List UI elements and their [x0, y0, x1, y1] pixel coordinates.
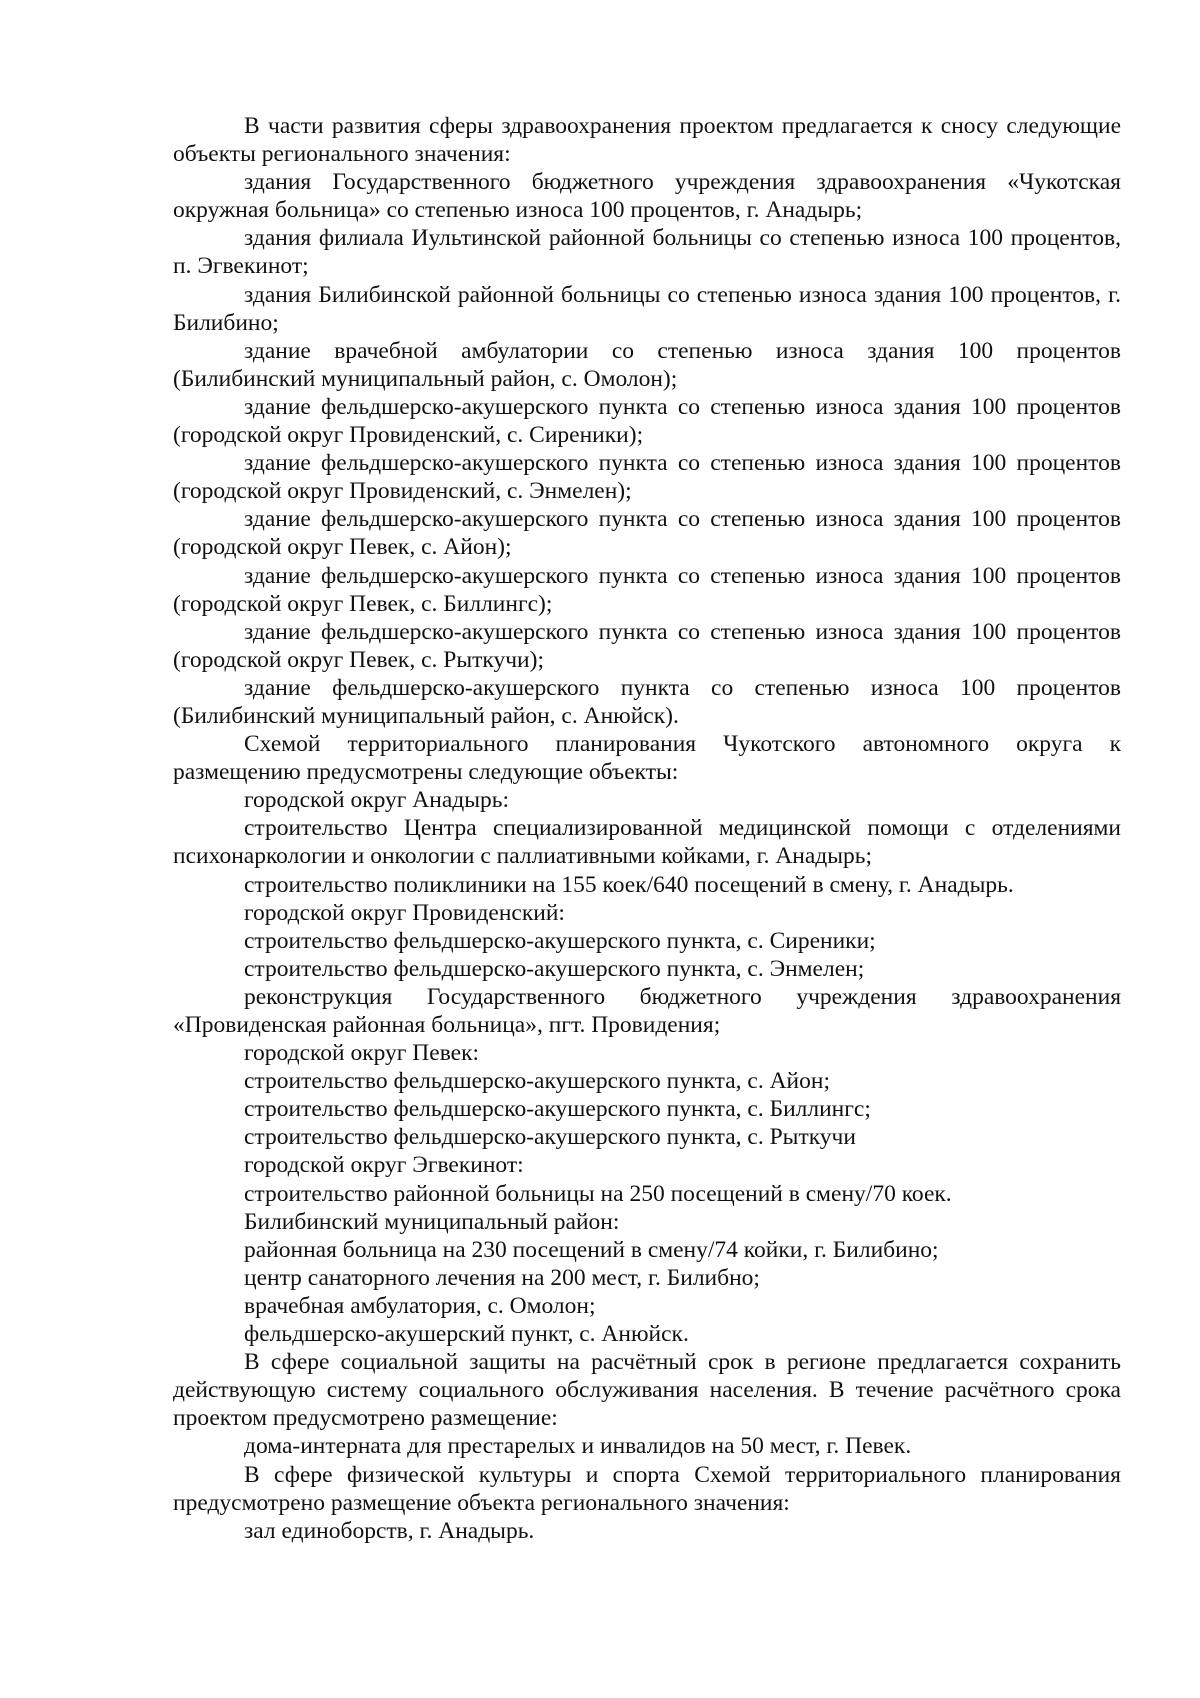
paragraph-planned-object: строительство поликлиники на 155 коек/640 посещений в смену, г. Анадырь. — [244, 871, 1014, 898]
document-page — [173, 112, 1121, 1545]
paragraph-planned-object: строительство фельдшерско-акушерского пункта, с. Айон; — [244, 1068, 830, 1095]
paragraph-planned-object: фельдшерско-акушерский пункт, с. Анюйск. — [244, 1321, 689, 1348]
paragraph-demolition-item: здания филиала Иультинской районной больницы со степенью износа 100 процентов, п. Эгвекинот; — [173, 225, 1121, 280]
paragraph-planned-object: строительство фельдшерско-акушерского пункта, с. Энмелен; — [244, 955, 865, 982]
paragraph-demolition-item: здание фельдшерско-акушерского пункта со степенью износа здания 100 процентов (городской округ Провиденский, с. Сиреники); — [173, 393, 1121, 449]
paragraph-planned-object: строительство Центра специализированной медицинской помощи с отделениями психонаркологии и онкологии с паллиативными койками, г. Анадырь; — [173, 815, 1121, 870]
paragraph-demolition-item: здания Государственного бюджетного учреждения здравоохранения «Чукотская окружная больница» со степенью износа 100 процентов, г. Анадырь; — [173, 169, 1121, 224]
paragraph-demolition-intro: В части развития сферы здравоохранения проектом предлагается к сносу следующие объекты регионального значения: — [173, 113, 1121, 168]
paragraph-planned-object: центр санаторного лечения на 200 мест, г. Билибно; — [244, 1264, 760, 1291]
paragraph-district-heading: городской округ Анадырь: — [244, 787, 510, 814]
paragraph-planned-object: строительство фельдшерско-акушерского пункта, с. Сиреники; — [244, 927, 876, 954]
paragraph-demolition-item: здание фельдшерско-акушерского пункта со степенью износа здания 100 процентов (городской округ Певек, с. Биллингс); — [173, 562, 1121, 617]
paragraph-planned-object: строительство фельдшерско-акушерского пункта, с. Рыткучи — [244, 1124, 856, 1151]
paragraph-demolition-item: здание фельдшерско-акушерского пункта со степенью износа здания 100 процентов (городской округ Певек, с. Айон); — [173, 506, 1121, 561]
paragraph-planning-intro: Схемой территориального планирования Чукотского автономного округа к размещению предусмотрены следующие объекты: — [173, 731, 1121, 786]
paragraph-district-heading: городской округ Певек: — [244, 1040, 480, 1067]
paragraph-demolition-item: здание фельдшерско-акушерского пункта со степенью износа здания 100 процентов (городской округ Провиденский, с. Энмелен); — [173, 450, 1121, 505]
paragraph-planned-object: районная больница на 230 посещений в смену/74 койки, г. Билибино; — [244, 1236, 939, 1263]
paragraph-planned-object: дома-интерната для престарелых и инвалидов на 50 мест, г. Певек. — [244, 1433, 912, 1460]
paragraph-planned-object: врачебная амбулатория, с. Омолон; — [244, 1292, 596, 1319]
paragraph-demolition-item: здания Билибинской районной больницы со степенью износа здания 100 процентов, г. Билибино; — [173, 281, 1121, 336]
paragraph-social-protection: В сфере социальной защиты на расчётный срок в регионе предлагается сохранить действующую систему социального обслуживания населения. В течение расчётного срока проектом предусмотрено размещение: — [173, 1349, 1121, 1432]
paragraph-planned-object: строительство фельдшерско-акушерского пункта, с. Биллингс; — [244, 1096, 871, 1123]
paragraph-planned-object: зал единоборств, г. Анадырь. — [244, 1517, 535, 1544]
paragraph-district-heading: городской округ Эгвекинот: — [244, 1152, 524, 1179]
paragraph-demolition-item: здание врачебной амбулатории со степенью износа здания 100 процентов (Билибинский муниципальный район, с. Омолон); — [173, 337, 1121, 392]
paragraph-planned-object: реконструкция Государственного бюджетного учреждения здравоохранения «Провиденская районная больница», пгт. Провидения; — [173, 983, 1121, 1038]
paragraph-demolition-item: здание фельдшерско-акушерского пункта со степенью износа здания 100 процентов (городской округ Певек, с. Рыткучи); — [173, 618, 1121, 673]
paragraph-planned-object: строительство районной больницы на 250 посещений в смену/70 коек. — [244, 1180, 952, 1207]
paragraph-demolition-item: здание фельдшерско-акушерского пункта со степенью износа 100 процентов (Билибинский муниципальный район, с. Анюйск). — [173, 674, 1121, 729]
paragraph-sports: В сфере физической культуры и спорта Схемой территориального планирования предусмотрено размещение объекта регионального значения: — [173, 1461, 1121, 1516]
paragraph-district-heading: Билибинский муниципальный район: — [244, 1208, 620, 1235]
paragraph-district-heading: городской округ Провиденский: — [244, 899, 565, 926]
